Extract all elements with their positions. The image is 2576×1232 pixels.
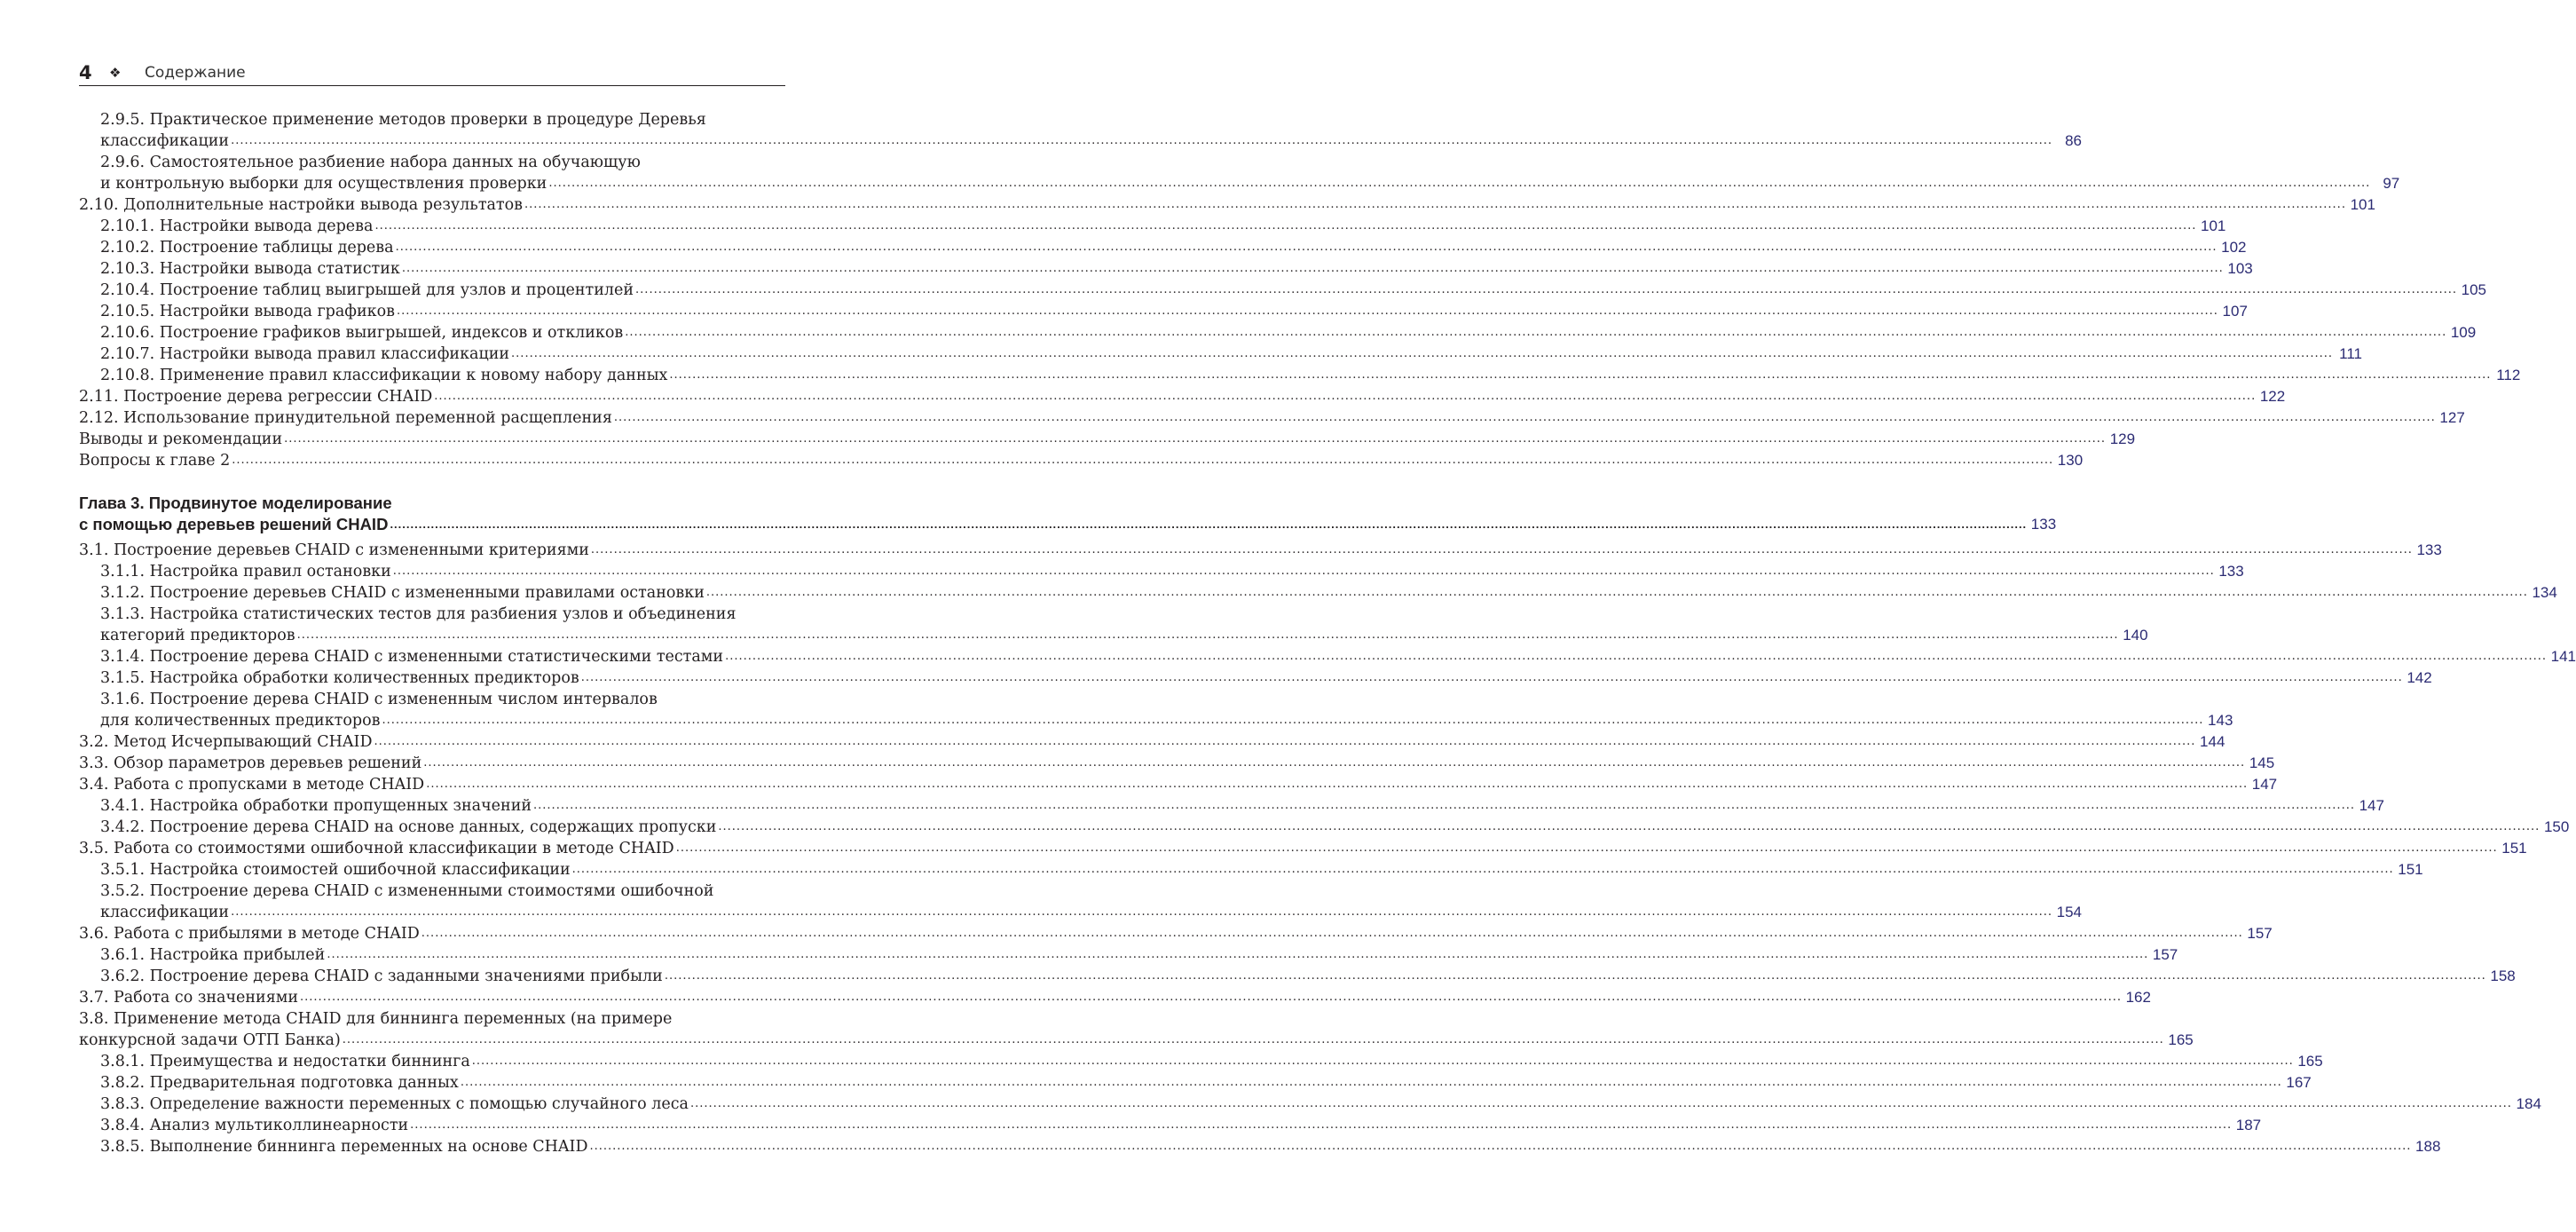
dot-leader: ................................................................................................................................................................................................................................................................................................................................................................................................................ — [669, 368, 2492, 382]
page-ref[interactable]: 129 — [2109, 430, 2136, 447]
dot-leader: ................................................................................................................................................................................................................................................................................................................................................................................................................ — [705, 586, 2528, 599]
dot-leader: ................................................................................................................................................................................................................................................................................................................................................................................................................ — [390, 517, 2028, 531]
page-number: 4 — [79, 62, 92, 83]
dot-leader: ................................................................................................................................................................................................................................................................................................................................................................................................................ — [395, 241, 2218, 254]
entry-title: 2.10.1. Настройки вывода дерева — [100, 217, 374, 235]
page-ref[interactable]: 147 — [2251, 776, 2278, 793]
dot-leader: ................................................................................................................................................................................................................................................................................................................................................................................................................ — [401, 262, 2224, 275]
entry-title: 3.1.5. Настройка обработки количественных предикторов — [100, 669, 579, 687]
entry-title: 3.4.2. Построение дерева CHAID на основе данных, содержащих пропуски — [100, 818, 717, 836]
entry-title: категорий предикторов — [100, 627, 295, 644]
entry-title: 3.6.2. Построение дерева CHAID с заданными значениями прибыли — [100, 967, 663, 985]
page-ref[interactable]: 103 — [2227, 260, 2253, 277]
toc-entry[interactable] — [79, 152, 2400, 194]
page-ref[interactable]: 130 — [2057, 452, 2084, 469]
entry-title: конкурсной задачи ОТП Банка) — [79, 1031, 341, 1049]
dot-leader: ................................................................................................................................................................................................................................................................................................................................................................................................................ — [382, 714, 2204, 727]
toc-entry[interactable] — [79, 344, 2362, 365]
dot-leader: ................................................................................................................................................................................................................................................................................................................................................................................................................ — [471, 1054, 2294, 1068]
toc-entry[interactable] — [79, 1094, 2541, 1115]
entry-title: 2.9.5. Практическое применение методов проверки в процедуре Деревья — [100, 111, 706, 129]
toc-entry[interactable] — [79, 753, 2275, 774]
toc-entry[interactable] — [79, 386, 2286, 407]
page-ref[interactable]: 158 — [2490, 967, 2516, 984]
dot-leader: ................................................................................................................................................................................................................................................................................................................................................................................................................ — [533, 799, 2355, 812]
page-ref[interactable]: 101 — [2350, 196, 2375, 213]
entry-title: 2.10.7. Настройки вывода правил классификации — [100, 345, 510, 363]
entry-title: 3.6.1. Настройка прибылей — [100, 946, 326, 964]
page-ref[interactable]: 133 — [2218, 563, 2244, 580]
dot-leader: ................................................................................................................................................................................................................................................................................................................................................................................................................ — [625, 326, 2447, 339]
entry-title: 3.8.1. Преимущества и недостатки биннинга — [100, 1053, 470, 1070]
running-header — [79, 60, 785, 86]
entry-title: 2.12. Использование принудительной переменной расщепления — [79, 409, 612, 427]
toc-entry[interactable] — [79, 258, 2253, 280]
entry-title: Вопросы к главе 2 — [79, 452, 231, 470]
ornament-icon: ❖ — [109, 65, 122, 81]
page-ref[interactable]: 133 — [2416, 541, 2442, 558]
page-ref[interactable]: 107 — [2222, 303, 2248, 320]
dot-leader: ................................................................................................................................................................................................................................................................................................................................................................................................................ — [434, 390, 2257, 403]
dot-leader: ................................................................................................................................................................................................................................................................................................................................................................................................................ — [392, 565, 2215, 578]
entry-title: и контрольную выборки для осуществления проверки — [100, 175, 547, 193]
page-ref[interactable]: 151 — [2501, 840, 2527, 857]
toc-entry[interactable] — [79, 280, 2486, 301]
dot-leader: ................................................................................................................................................................................................................................................................................................................................................................................................................ — [524, 198, 2346, 211]
dot-leader: ................................................................................................................................................................................................................................................................................................................................................................................................................ — [689, 1097, 2512, 1110]
page-ref[interactable]: 188 — [2415, 1138, 2441, 1155]
entry-title: 3.1.1. Настройка правил остановки — [100, 563, 391, 580]
toc-entry[interactable] — [79, 817, 2570, 838]
toc-entry[interactable] — [79, 216, 2226, 237]
entry-title: 3.4. Работа с пропусками в методе CHAID — [79, 776, 425, 794]
page-ref[interactable]: 165 — [2297, 1053, 2323, 1070]
dot-leader: ................................................................................................................................................................................................................................................................................................................................................................................................................ — [460, 1076, 2282, 1089]
toc-entry[interactable] — [79, 365, 2521, 386]
entry-title: 2.9.6. Самостоятельное разбиение набора данных на обучающую — [100, 154, 641, 171]
page-ref[interactable]: 142 — [2407, 669, 2432, 686]
entry-title: 3.1.3. Настройка статистических тестов для разбиения узлов и объединения — [100, 605, 737, 623]
dot-leader: ................................................................................................................................................................................................................................................................................................................................................................................................................ — [231, 905, 2053, 919]
page-ref[interactable]: 140 — [2123, 627, 2148, 644]
entry-title: классификации — [100, 904, 230, 921]
toc-entry[interactable] — [79, 881, 2083, 923]
page-ref[interactable]: 154 — [2056, 904, 2083, 920]
toc-entry[interactable] — [79, 646, 2576, 667]
dot-leader: ................................................................................................................................................................................................................................................................................................................................................................................................................ — [511, 347, 2333, 360]
page-ref[interactable]: 134 — [2532, 584, 2557, 601]
page-ref[interactable]: 97 — [2383, 175, 2400, 192]
dot-leader: ................................................................................................................................................................................................................................................................................................................................................................................................................ — [590, 543, 2413, 557]
entry-title: 3.1. Построение деревьев CHAID с измененными критериями — [79, 541, 589, 559]
page-ref[interactable]: 187 — [2235, 1117, 2262, 1133]
page-ref[interactable]: 109 — [2450, 324, 2477, 341]
entry-title: 2.10.5. Настройки вывода графиков — [100, 303, 395, 320]
page-ref[interactable]: 127 — [2439, 409, 2465, 426]
entry-title: 3.1.6. Построение дерева CHAID с измененным числом интервалов — [100, 691, 658, 708]
dot-leader: ................................................................................................................................................................................................................................................................................................................................................................................................................ — [589, 1140, 2412, 1153]
dot-leader: ................................................................................................................................................................................................................................................................................................................................................................................................................ — [421, 927, 2243, 940]
dot-leader: ................................................................................................................................................................................................................................................................................................................................................................................................................ — [423, 756, 2246, 770]
entry-title: 3.8.5. Выполнение биннинга переменных на основе CHAID — [100, 1138, 588, 1156]
dot-leader: ................................................................................................................................................................................................................................................................................................................................................................................................................ — [231, 134, 2053, 147]
page-ref[interactable]: 184 — [2516, 1095, 2541, 1112]
page-ref[interactable]: 112 — [2496, 367, 2521, 383]
toc-entry[interactable] — [79, 1136, 2441, 1157]
toc-entry[interactable] — [79, 109, 2083, 152]
toc-entry[interactable] — [79, 944, 2178, 966]
page-ref[interactable]: 162 — [2125, 989, 2151, 1006]
toc-entry[interactable] — [79, 429, 2136, 450]
page-ref[interactable]: 157 — [2247, 925, 2273, 942]
entry-title: 3.4.1. Настройка обработки пропущенных значений — [100, 797, 532, 815]
dot-leader: ................................................................................................................................................................................................................................................................................................................................................................................................................ — [580, 671, 2403, 684]
toc-entry[interactable] — [79, 604, 2148, 646]
toc-entry[interactable] — [79, 966, 2516, 987]
entry-title: 2.10.3. Настройки вывода статистик — [100, 260, 400, 278]
toc-entry[interactable] — [79, 540, 2442, 561]
page-ref[interactable]: 133 — [2030, 516, 2057, 533]
entry-title: 3.2. Метод Исчерпывающий CHAID — [79, 733, 373, 751]
dot-leader: ................................................................................................................................................................................................................................................................................................................................................................................................................ — [296, 628, 2119, 642]
chapter-heading[interactable] — [79, 493, 2057, 535]
entry-title: 3.1.4. Построение дерева CHAID с измененными статистическими тестами — [100, 648, 724, 666]
page-ref[interactable]: 101 — [2201, 217, 2226, 234]
entry-title: 3.1.2. Построение деревьев CHAID с измененными правилами остановки — [100, 584, 705, 602]
page-ref[interactable]: 165 — [2168, 1031, 2194, 1048]
page-ref[interactable]: 150 — [2543, 818, 2570, 835]
dot-leader: ................................................................................................................................................................................................................................................................................................................................................................................................................ — [327, 948, 2149, 961]
entry-title: 3.7. Работа со значениями — [79, 989, 299, 1007]
page-ref[interactable]: 141 — [2550, 648, 2576, 665]
dot-leader: ................................................................................................................................................................................................................................................................................................................................................................................................................ — [300, 991, 2122, 1004]
toc-entry[interactable] — [79, 322, 2477, 344]
page-ref[interactable]: 151 — [2398, 861, 2423, 878]
dot-leader: ................................................................................................................................................................................................................................................................................................................................................................................................................ — [725, 650, 2548, 663]
page-ref[interactable]: 167 — [2286, 1074, 2312, 1091]
toc-entry[interactable] — [79, 237, 2247, 258]
toc-entry[interactable] — [79, 838, 2527, 859]
entry-title: 3.6. Работа с прибылями в методе CHAID — [79, 925, 420, 943]
page-ref[interactable]: 143 — [2208, 712, 2233, 729]
page-ref[interactable]: 144 — [2200, 733, 2225, 750]
page-ref[interactable]: 86 — [2065, 132, 2083, 149]
toc-entry[interactable] — [79, 450, 2084, 471]
entry-title: классификации — [100, 132, 230, 150]
entry-title: 3.5.2. Построение дерева CHAID с измененными стоимостями ошибочной — [100, 882, 714, 900]
dot-leader: ................................................................................................................................................................................................................................................................................................................................................................................................................ — [374, 735, 2196, 748]
entry-title: 3.5. Работа со стоимостями ошибочной классификации в методе CHAID — [79, 840, 674, 857]
page-ref[interactable]: 105 — [2461, 281, 2486, 298]
entry-title: 3.8. Применение метода CHAID для биннинга переменных (на примере — [79, 1010, 673, 1028]
entry-title: 2.11. Построение дерева регрессии CHAID — [79, 388, 433, 406]
running-title: Содержание — [145, 64, 246, 82]
entry-title: 2.10.8. Применение правил классификации к новому набору данных — [100, 367, 668, 384]
entry-title: Глава 3. Продвинутое моделирование — [79, 494, 392, 512]
dot-leader: ................................................................................................................................................................................................................................................................................................................................................................................................................ — [410, 1118, 2233, 1132]
entry-title: 3.5.1. Настройка стоимостей ошибочной классификации — [100, 861, 571, 879]
entry-title: Выводы и рекомендации — [79, 430, 283, 448]
dot-leader: ................................................................................................................................................................................................................................................................................................................................................................................................................ — [374, 219, 2197, 233]
toc-entry[interactable] — [79, 561, 2244, 582]
toc-entry[interactable] — [79, 689, 2233, 731]
entry-title: 3.3. Обзор параметров деревьев решений — [79, 754, 422, 772]
toc-entry[interactable] — [79, 194, 2375, 216]
toc-entry[interactable] — [79, 731, 2225, 753]
dot-leader: ................................................................................................................................................................................................................................................................................................................................................................................................................ — [664, 969, 2486, 983]
toc-entry[interactable] — [79, 407, 2465, 429]
table-of-contents — [79, 109, 2576, 1157]
dot-leader: ................................................................................................................................................................................................................................................................................................................................................................................................................ — [635, 283, 2457, 296]
dot-leader: ................................................................................................................................................................................................................................................................................................................................................................................................................ — [613, 411, 2436, 424]
dot-leader: ................................................................................................................................................................................................................................................................................................................................................................................................................ — [426, 778, 2249, 791]
toc-entry[interactable] — [79, 774, 2278, 795]
entry-title: 2.10.4. Построение таблиц выигрышей для узлов и процентилей — [100, 281, 634, 299]
page-ref[interactable]: 157 — [2152, 946, 2178, 963]
toc-entry[interactable] — [79, 795, 2384, 817]
page-ref[interactable]: 147 — [2359, 797, 2384, 814]
toc-entry[interactable] — [79, 582, 2557, 604]
page-ref[interactable]: 145 — [2249, 754, 2275, 771]
dot-leader: ................................................................................................................................................................................................................................................................................................................................................................................................................ — [342, 1033, 2164, 1046]
entry-title: 2.10.6. Построение графиков выигрышей, индексов и откликов — [100, 324, 624, 342]
dot-leader: ................................................................................................................................................................................................................................................................................................................................................................................................................ — [571, 863, 2394, 876]
entry-title: для количественных предикторов — [100, 712, 381, 730]
entry-title: 3.8.2. Предварительная подготовка данных — [100, 1074, 459, 1092]
dot-leader: ................................................................................................................................................................................................................................................................................................................................................................................................................ — [396, 304, 2218, 318]
dot-leader: ................................................................................................................................................................................................................................................................................................................................................................................................................ — [284, 432, 2107, 446]
toc-entry[interactable] — [79, 1051, 2323, 1072]
entry-title: 3.8.4. Анализ мультиколлинеарности — [100, 1117, 409, 1134]
entry-title: 3.8.3. Определение важности переменных с помощью случайного леса — [100, 1095, 689, 1113]
toc-entry[interactable] — [79, 987, 2151, 1008]
entry-title: 2.10.2. Построение таблицы дерева — [100, 239, 394, 257]
toc-entry[interactable] — [79, 667, 2432, 689]
toc-entry[interactable] — [79, 1115, 2262, 1136]
toc-entry[interactable] — [79, 923, 2273, 944]
dot-leader: ................................................................................................................................................................................................................................................................................................................................................................................................................ — [232, 454, 2054, 467]
dot-leader: ................................................................................................................................................................................................................................................................................................................................................................................................................ — [718, 820, 2541, 833]
entry-title: 2.10. Дополнительные настройки вывода результатов — [79, 196, 524, 214]
dot-leader: ................................................................................................................................................................................................................................................................................................................................................................................................................ — [675, 841, 2498, 855]
dot-leader: ................................................................................................................................................................................................................................................................................................................................................................................................................ — [548, 177, 2371, 190]
page-ref[interactable]: 102 — [2221, 239, 2247, 256]
toc-entry[interactable] — [79, 859, 2423, 881]
page-ref[interactable]: 111 — [2339, 345, 2362, 362]
toc-entry[interactable] — [79, 301, 2248, 322]
toc-entry[interactable] — [79, 1008, 2194, 1051]
entry-title: с помощью деревьев решений CHAID — [79, 515, 389, 533]
toc-entry[interactable] — [79, 1072, 2312, 1094]
page-ref[interactable]: 122 — [2259, 388, 2286, 405]
